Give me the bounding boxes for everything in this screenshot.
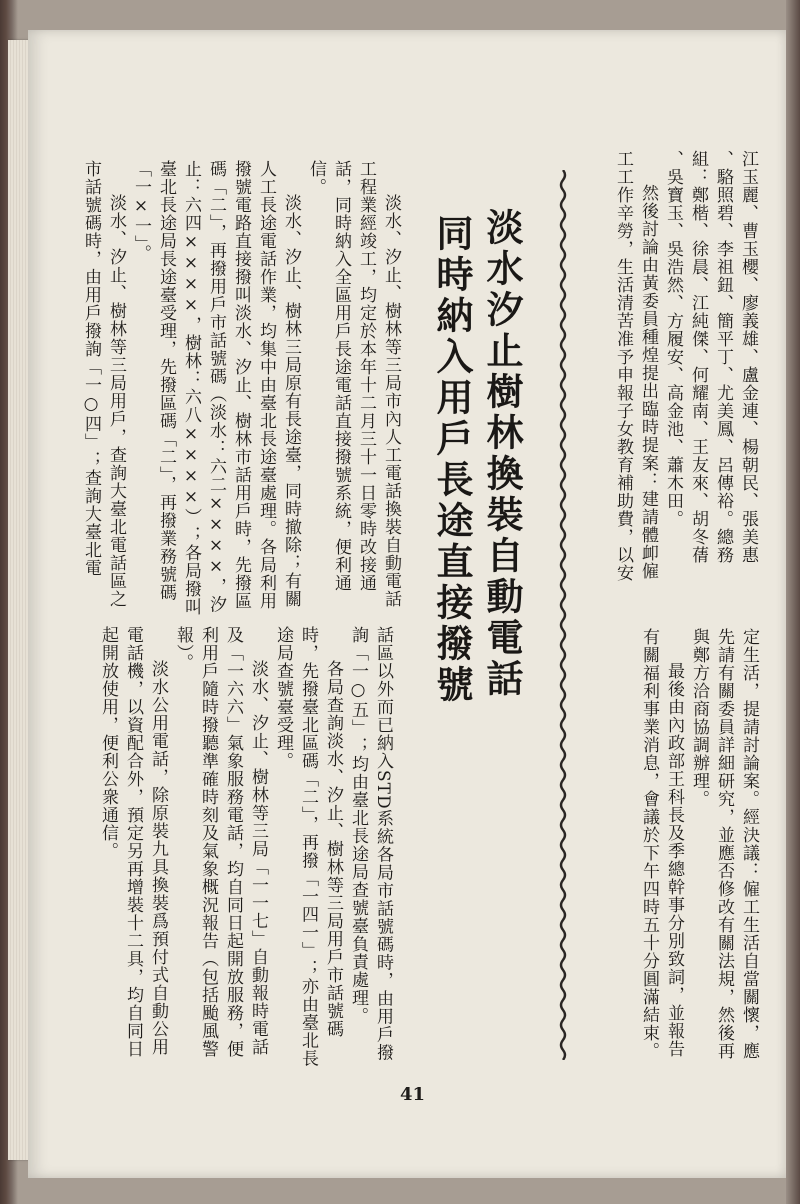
text-line: 、駱照碧、李祖鈕、簡平丁、尤美鳳、呂傳裕。總務 — [713, 150, 733, 564]
paragraph: 淡水公用電話，除原裝九具換裝爲預付式自動公用電話機，以資配合外，預定另再增裝十二具，均自同日起開放使用，便利公衆通信。 — [98, 626, 168, 1058]
book-page — [28, 30, 786, 1178]
title-line-2: 同時納入用戶長途直接撥號 — [430, 214, 473, 706]
paragraph: 淡水、汐止、樹林等三局「一一七」自動報時電話及「一六六」氣象服務電話，均自同日起開放服務，便利用戶隨時撥聽準確時刻及氣象概況報告（包括颱風警報）。 — [173, 626, 268, 1058]
paragraph: 話區以外而已納入STD系統各局市話號碼時，由用戶撥詢「一○五」；均由臺北長途局查號臺負責處理。 — [348, 626, 393, 1062]
text-line: 工工作辛勞，生活清苦准予申報子女教育補助費，以安 — [613, 150, 633, 582]
text-line: 有關福利事業消息，會議於下午四時五十分圓滿結束。 — [639, 628, 659, 1060]
text-line: 先請有關委員詳細研究，並應否修改有關法規，然後再 — [714, 628, 734, 1060]
left-top-text — [81, 160, 403, 620]
text-line: 、吳寶玉、吳浩然、方履安、高金池、蕭木田。 — [663, 150, 683, 528]
text-line: 然後討論由黃委員種煌提出臨時提案：建請體卹僱 — [638, 184, 658, 580]
text-line: 定生活，提請討論案。經決議：僱工生活自當關懷，應 — [739, 628, 759, 1060]
page-edges — [8, 40, 30, 1160]
text-line: 與鄭方洽商協調辦理。 — [689, 628, 709, 808]
title-line-1: 淡水汐止樹林換裝自動電話 — [480, 208, 523, 700]
wavy-divider — [558, 170, 568, 1060]
paragraph: 淡水、汐止、樹林等三局用戶，查詢大臺北電話區之市話號碼時，由用戶撥詢「一○四」；查詢大臺北電 — [81, 160, 126, 608]
paragraph: 各局查詢淡水、汐止、樹林等三局用戶市話號碼時，先撥臺北區碼「二」，再撥「一四一」；亦由臺北長途局查號臺受理。 — [273, 626, 343, 1068]
text-line: 江玉麗、曹玉櫻、廖義雄、盧金連、楊朝民、張美惠 — [738, 150, 758, 564]
right-bottom-text — [613, 628, 761, 1068]
book-cover-edge — [786, 0, 800, 1204]
article-title — [416, 208, 526, 848]
page-number: 41 — [400, 1084, 426, 1105]
paragraph: 淡水、汐止、樹林三局原有長途臺，同時撤除；有關人工長途電話作業，均集中由臺北長途臺處理。各局利用撥號電路直接撥叫淡水、汐止、樹林市話用戶時，先撥區碼「二」，再撥用戶市話號碼（淡水：六二××××，汐止：六四××××，樹林：六八××××）；各局撥叫臺北長途局長途臺受理，先撥區碼「二」，再撥業務號碼「一×一」。 — [131, 160, 301, 616]
text-line: 組：鄭楷、徐晨、江純傑、何耀南、王友來、胡冬蒨 — [688, 150, 708, 564]
text-line: 最後由內政部王科長及季總幹事分別致詞，並報告 — [664, 662, 684, 1058]
left-bottom-text — [98, 626, 395, 1072]
paragraph: 淡水、汐止、樹林等三局市內人工電話換裝自動電話工程業經竣工，均定於本年十二月三十一日零時改接通話，同時納入全區用戶長途電話直接撥號系統，便利通信。 — [306, 160, 401, 608]
right-top-text — [588, 150, 760, 620]
